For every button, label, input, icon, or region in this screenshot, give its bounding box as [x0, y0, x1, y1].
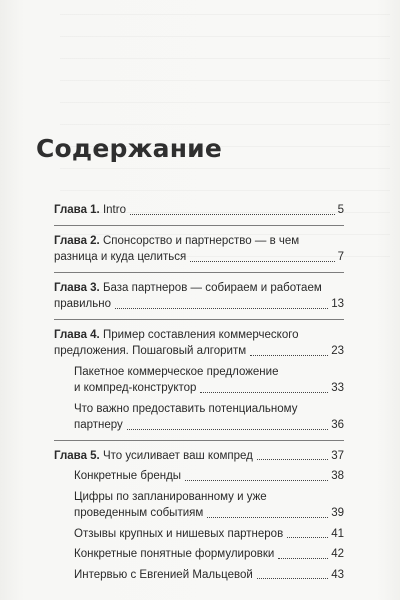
toc-entry-text — [54, 202, 126, 219]
chapter-label: Глава 5. — [54, 449, 100, 462]
dot-leader — [207, 517, 328, 518]
page-number: 41 — [331, 527, 344, 540]
toc-chapter-5 — [54, 448, 344, 590]
toc-entry[interactable] — [54, 202, 344, 219]
chapter-title-line — [54, 280, 344, 297]
page-number: 39 — [331, 507, 344, 519]
dot-leader — [257, 459, 328, 460]
chapter-label: Глава 3. — [54, 281, 100, 294]
subsection-title-last-line: партнеру — [74, 419, 123, 431]
chapter-title-last-line: разница и куда целиться — [54, 251, 187, 263]
page-number: 37 — [331, 449, 344, 462]
page-number: 7 — [337, 251, 344, 263]
dot-leader — [115, 308, 328, 309]
toc-chapter-3 — [54, 280, 344, 320]
chapter-title-line — [54, 327, 344, 344]
dot-leader — [278, 558, 328, 559]
toc-subentry[interactable] — [74, 505, 344, 522]
subsection-title-last-line: Отзывы крупных и нишевых партнеров — [74, 527, 284, 540]
chapter-title-first-line: Пример составления коммерческого — [102, 328, 299, 341]
page-number: 23 — [331, 345, 344, 357]
chapter-title-last-line: правильно — [54, 298, 112, 310]
chapter-title-last-line: Что усиливает ваш компред — [102, 449, 253, 462]
toc-subentry[interactable] — [74, 526, 344, 543]
subsection-title-last-line: проведенным событиям — [74, 507, 204, 519]
toc-chapter-4 — [54, 327, 344, 441]
chapter-title-first-line: Спонсорство и партнерство — в чем — [102, 234, 300, 247]
toc-entry[interactable] — [54, 448, 344, 465]
subsection-title-first-line: Что важно предоставить потенциальному — [74, 402, 298, 415]
chapter-label: Глава 4. — [54, 328, 100, 341]
dot-leader — [130, 214, 335, 215]
chapter-label: Глава 2. — [54, 234, 100, 247]
toc-subentry[interactable] — [74, 380, 344, 397]
page-number: 42 — [331, 548, 344, 560]
toc-subentry[interactable] — [74, 546, 344, 563]
toc-chapter-2 — [54, 233, 344, 273]
dot-leader — [250, 355, 328, 356]
subsection-title-last-line: Конкретные бренды — [74, 470, 182, 482]
dot-leader — [190, 261, 334, 262]
toc-entry-text — [54, 448, 253, 465]
subsection-title-first-line: Цифры по запланированному и уже — [74, 490, 267, 503]
dot-leader — [200, 392, 328, 393]
subsection-title-last-line: и компред-конструктор — [74, 382, 197, 394]
toc-entry[interactable] — [54, 343, 344, 360]
toc-subentry[interactable] — [74, 468, 344, 485]
page-title: Содержание — [36, 134, 223, 163]
dot-leader — [257, 578, 328, 579]
subsection-title-last-line: Интервью с Евгенией Мальцевой — [74, 568, 253, 581]
chapter-title-last-line: Intro — [102, 204, 126, 216]
toc-subentry[interactable] — [74, 417, 344, 434]
toc-subsections — [54, 364, 344, 434]
table-of-contents — [54, 202, 344, 596]
dot-leader — [127, 429, 328, 430]
page-number: 36 — [331, 419, 344, 431]
page-number: 33 — [331, 382, 344, 394]
page-number: 13 — [331, 298, 344, 310]
page-number: 5 — [337, 204, 344, 216]
toc-subsections — [54, 468, 344, 583]
toc-entry[interactable] — [54, 296, 344, 313]
toc-chapter-1 — [54, 202, 344, 226]
page-number: 38 — [331, 470, 344, 482]
dot-leader — [185, 480, 328, 481]
chapter-label: Глава 1. — [54, 204, 100, 216]
page-number: 43 — [331, 568, 344, 581]
toc-entry[interactable] — [54, 249, 344, 266]
subsection-title-first-line: Пакетное коммерческое предложение — [74, 365, 279, 378]
subsection-title-last-line: Конкретные понятные формулировки — [74, 548, 275, 560]
chapter-title-line — [54, 233, 344, 250]
dot-leader — [287, 537, 328, 538]
toc-subentry[interactable] — [74, 567, 344, 584]
chapter-title-last-line: предложения. Пошаговый алгоритм — [54, 345, 247, 357]
chapter-title-first-line: База партнеров — собираем и работаем — [102, 281, 322, 294]
